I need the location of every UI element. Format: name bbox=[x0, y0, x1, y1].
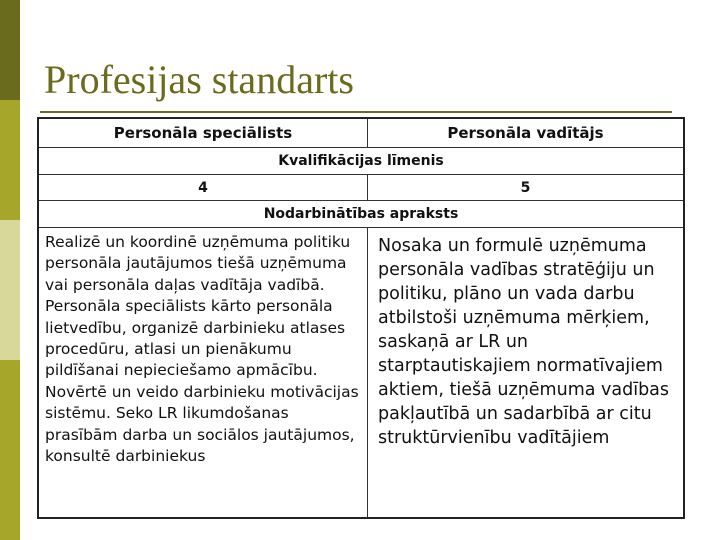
table-header-row bbox=[38, 118, 684, 148]
sidebar-band-top bbox=[0, 0, 20, 100]
column-header-specialist: Personāla speciālists bbox=[38, 118, 368, 148]
standards-table bbox=[37, 117, 685, 519]
table-row bbox=[38, 175, 684, 201]
sidebar-band-upper bbox=[0, 100, 20, 220]
table-row bbox=[38, 201, 684, 228]
description-specialist: Realizē un koordinē uzņēmuma politiku personāla jautājumos tiešā uzņēmuma vai personāla daļas vadītāja vadībā. Personāla speciālists kārto personāla lietvedību, organizē darbinieku atlases procedūru, atlasi un pienākumu pildīšanai nepieciešamo apmācību. Novērtē un veido darbinieku motivācijas sistēmu. Seko LR likumdošanas prasībām darba un sociālos jautājumos, konsultē darbiniekus bbox=[38, 228, 368, 519]
description-heading: Nodarbinātības apraksts bbox=[38, 201, 684, 228]
title-underline bbox=[40, 111, 672, 113]
level-manager: 5 bbox=[368, 175, 685, 201]
qualification-heading: Kvalifikācijas līmenis bbox=[38, 148, 684, 175]
description-manager: Nosaka un formulē uzņēmuma personāla vadības stratēģiju un politiku, plāno un vada darbu atbilstoši uzņēmuma mērķiem, saskaņā ar LR un starptautiskajiem normatīvajiem aktiem, tiešā uzņēmuma vadības pakļautībā un sadarbībā ar citu struktūrvienību vadītājiem bbox=[368, 228, 685, 519]
column-header-manager: Personāla vadītājs bbox=[368, 118, 685, 148]
sidebar-band-middle bbox=[0, 220, 20, 360]
slide-title: Profesijas standarts bbox=[44, 57, 354, 102]
table-row bbox=[38, 148, 684, 175]
table-row bbox=[38, 228, 684, 519]
level-specialist: 4 bbox=[38, 175, 368, 201]
sidebar-band-bottom bbox=[0, 360, 20, 540]
